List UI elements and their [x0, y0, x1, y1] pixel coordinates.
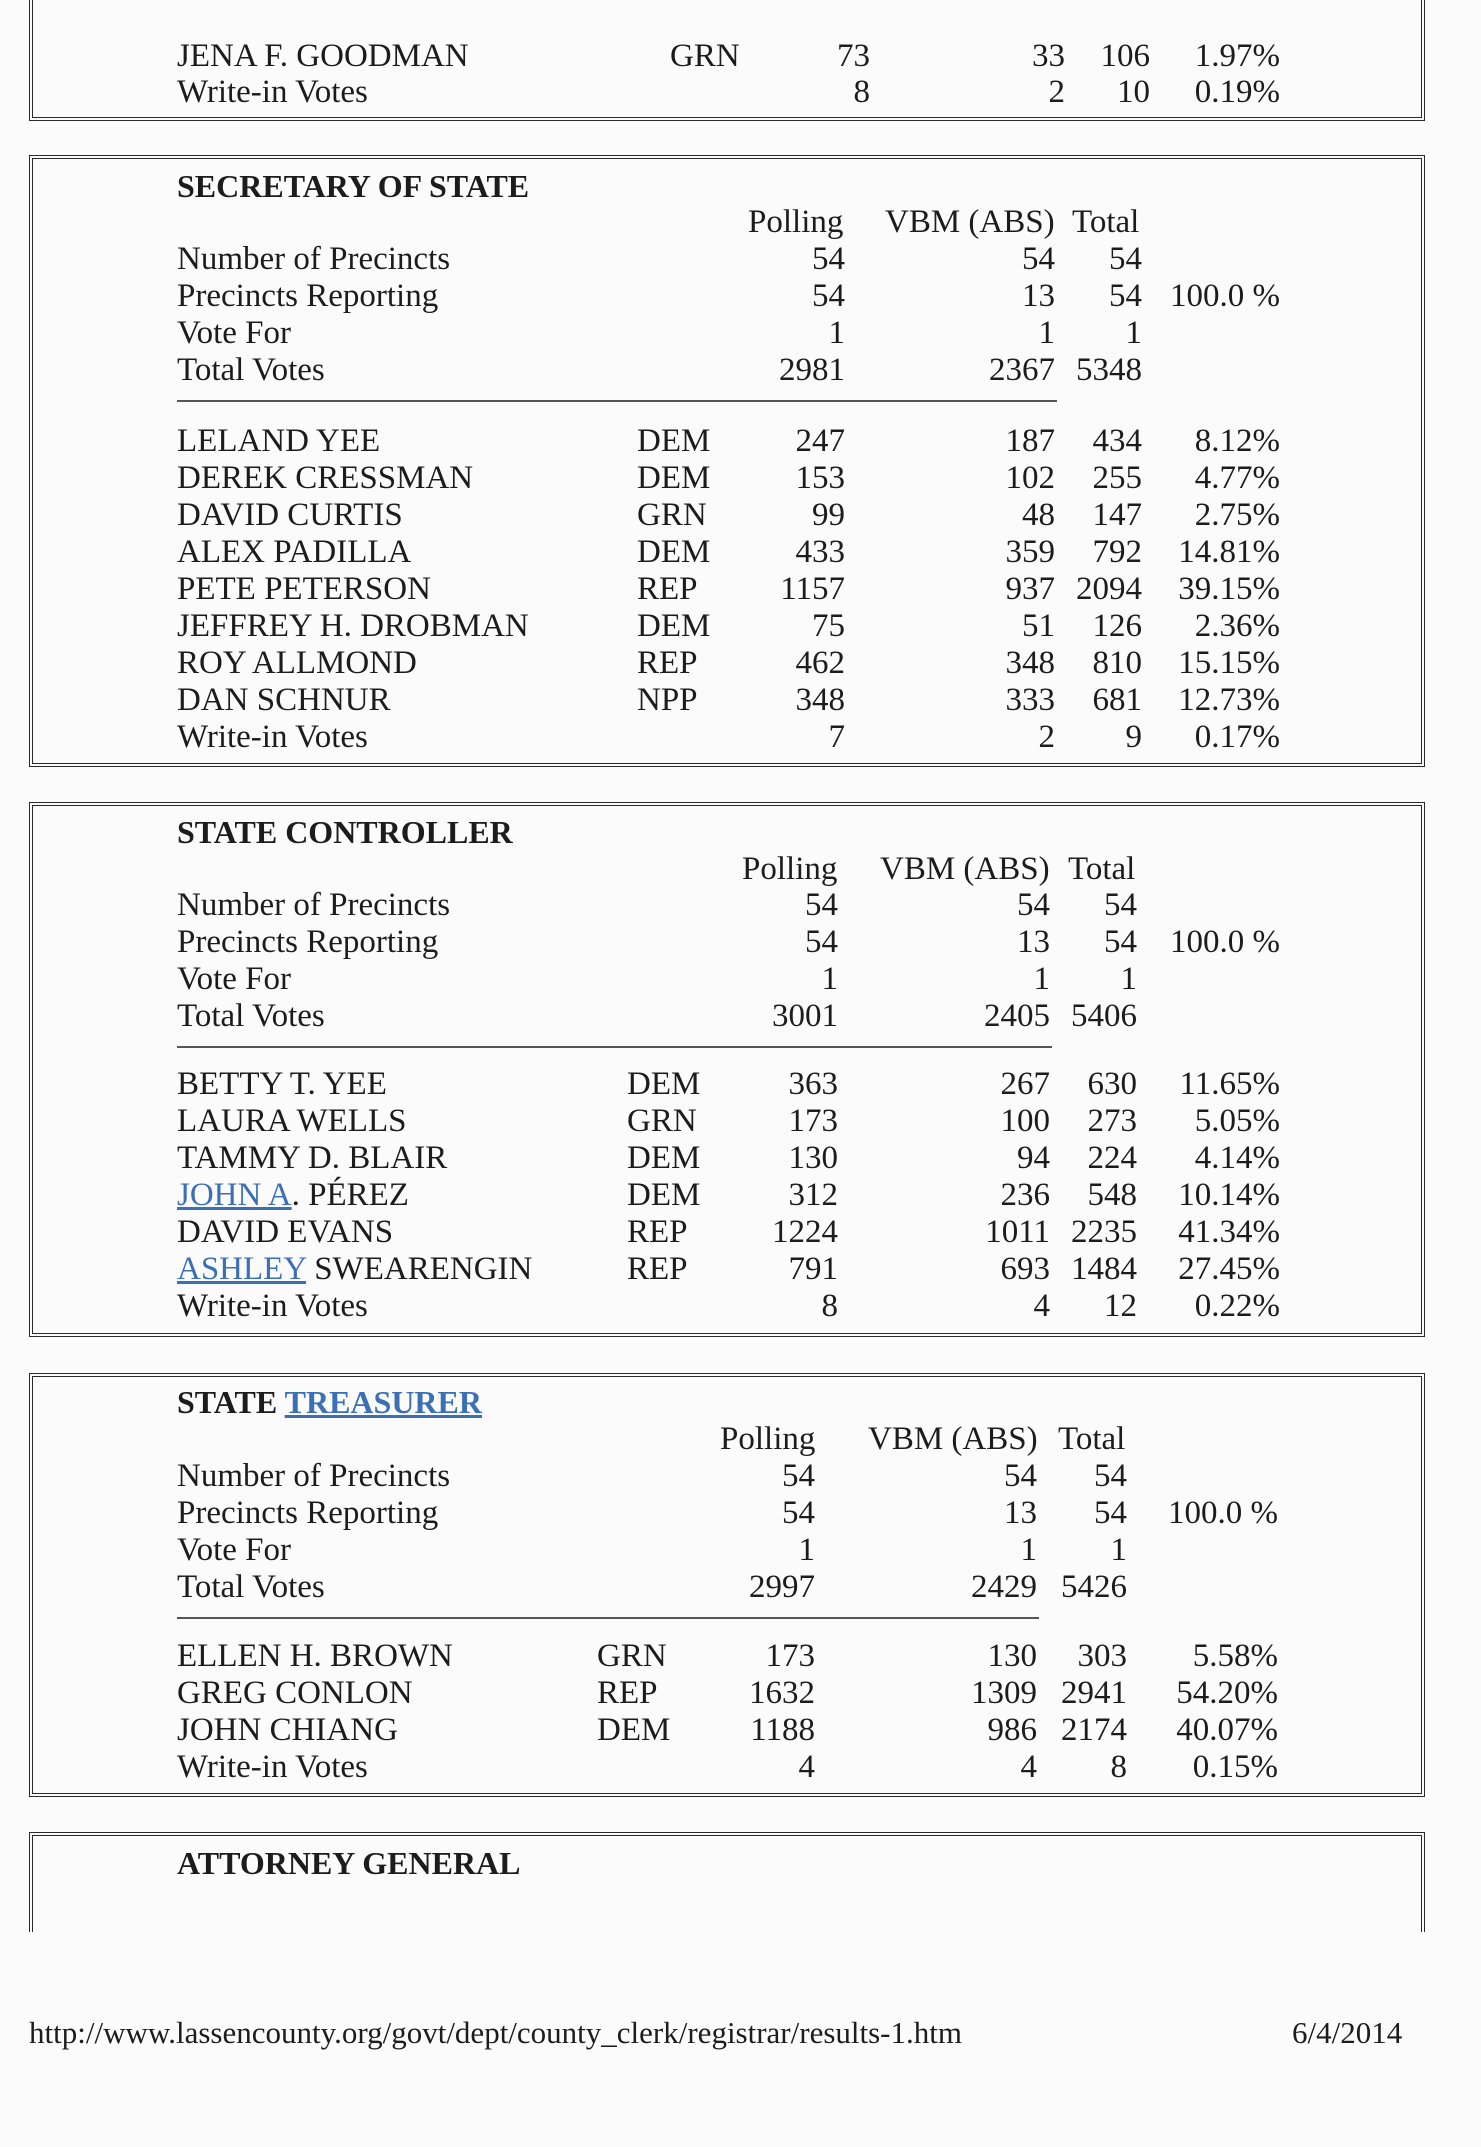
vbm-votes: 1309 [971, 1675, 1037, 1711]
vote-percent: 41.34% [1178, 1214, 1280, 1250]
polling-votes: 363 [788, 1066, 838, 1102]
candidate-name-rest: . PÉREZ [291, 1177, 409, 1213]
candidate-name: Write-in Votes [177, 1288, 368, 1324]
vbm-votes: 986 [987, 1712, 1037, 1748]
total-votes: 630 [1087, 1066, 1137, 1102]
stat-vbm: 13 [1004, 1495, 1037, 1531]
vote-percent: 8.12% [1194, 423, 1280, 459]
total-votes: 273 [1087, 1103, 1137, 1139]
stat-total: 1 [1120, 961, 1137, 997]
total-votes: 2094 [1076, 571, 1142, 607]
stat-total: 54 [1094, 1495, 1127, 1531]
stat-label: Vote For [177, 315, 291, 351]
total-votes: 303 [1077, 1638, 1127, 1674]
header-vbm: VBM (ABS) [880, 851, 1050, 887]
stat-label: Total Votes [177, 998, 325, 1034]
stat-total: 54 [1094, 1458, 1127, 1494]
total-votes: 810 [1092, 645, 1142, 681]
stat-total: 54 [1104, 924, 1137, 960]
stat-polling: 54 [812, 241, 845, 277]
stat-total: 1 [1125, 315, 1142, 351]
candidate-party: DEM [637, 460, 711, 496]
candidate-name: LAURA WELLS [177, 1103, 407, 1139]
vote-percent: 14.81% [1178, 534, 1280, 570]
polling-votes: 8 [853, 74, 870, 110]
polling-votes: 4 [798, 1749, 815, 1785]
polling-votes: 130 [788, 1140, 838, 1176]
vote-percent: 11.65% [1179, 1066, 1280, 1102]
candidate-party: GRN [597, 1638, 667, 1674]
candidate-name: DAVID CURTIS [177, 497, 403, 533]
stat-polling: 54 [812, 278, 845, 314]
stat-polling: 3001 [772, 998, 838, 1034]
stat-label: Total Votes [177, 1569, 325, 1605]
vbm-votes: 100 [1000, 1103, 1050, 1139]
total-votes: 12 [1104, 1288, 1137, 1324]
stat-polling: 54 [782, 1495, 815, 1531]
divider [177, 400, 1057, 402]
stat-total: 5426 [1061, 1569, 1127, 1605]
stat-polling: 1 [821, 961, 838, 997]
candidate-name: DAVID EVANS [177, 1214, 394, 1250]
stat-polling: 1 [828, 315, 845, 351]
vote-percent: 15.15% [1178, 645, 1280, 681]
polling-votes: 8 [821, 1288, 838, 1324]
header-total: Total [1068, 851, 1136, 887]
stat-polling: 2981 [779, 352, 845, 388]
section-title-link[interactable]: TREASURER [284, 1384, 482, 1420]
header-total: Total [1058, 1421, 1126, 1457]
polling-votes: 99 [812, 497, 845, 533]
section-title-text: STATE [177, 1384, 285, 1420]
candidate-name: Write-in Votes [177, 1749, 368, 1785]
vote-percent: 39.15% [1178, 571, 1280, 607]
candidate-name: ALEX PADILLA [177, 534, 412, 570]
vbm-votes: 51 [1022, 608, 1055, 644]
stat-polling: 54 [805, 887, 838, 923]
candidate-party: GRN [670, 38, 740, 74]
candidate-name-rest: SWEARENGIN [305, 1251, 533, 1287]
candidate-party: REP [597, 1675, 658, 1711]
candidate-name-link[interactable]: ASHLEY [177, 1251, 306, 1287]
vote-percent: 2.75% [1194, 497, 1280, 533]
candidate-name: JENA F. GOODMAN [177, 38, 469, 74]
stat-vbm: 54 [1022, 241, 1055, 277]
candidate-name [177, 1179, 409, 1212]
polling-votes: 1632 [749, 1675, 815, 1711]
candidate-name: LELAND YEE [177, 423, 381, 459]
total-votes: 106 [1100, 38, 1150, 74]
stat-vbm: 54 [1004, 1458, 1037, 1494]
candidate-party: NPP [637, 682, 698, 718]
header-polling: Polling [742, 851, 838, 887]
stat-polling: 54 [782, 1458, 815, 1494]
candidate-name: TAMMY D. BLAIR [177, 1140, 448, 1176]
stat-label: Number of Precincts [177, 241, 451, 277]
stat-vbm: 2429 [971, 1569, 1037, 1605]
stat-vbm: 2405 [984, 998, 1050, 1034]
vote-percent: 27.45% [1178, 1251, 1280, 1287]
stat-vbm: 1 [1038, 315, 1055, 351]
polling-votes: 462 [795, 645, 845, 681]
vbm-votes: 693 [1000, 1251, 1050, 1287]
total-votes: 792 [1092, 534, 1142, 570]
vbm-votes: 102 [1005, 460, 1055, 496]
candidate-name: PETE PETERSON [177, 571, 431, 607]
section-title [177, 1386, 482, 1418]
vote-percent: 5.05% [1194, 1103, 1280, 1139]
stat-total: 54 [1109, 278, 1142, 314]
total-votes: 681 [1092, 682, 1142, 718]
candidate-party: GRN [637, 497, 707, 533]
stat-total: 5348 [1076, 352, 1142, 388]
polling-votes: 312 [788, 1177, 838, 1213]
vbm-votes: 937 [1005, 571, 1055, 607]
stat-vbm: 13 [1022, 278, 1055, 314]
candidate-party: REP [637, 571, 698, 607]
candidate-party: DEM [637, 423, 711, 459]
vbm-votes: 236 [1000, 1177, 1050, 1213]
stat-total: 54 [1104, 887, 1137, 923]
section-title: STATE CONTROLLER [177, 814, 513, 850]
candidate-party: GRN [627, 1103, 697, 1139]
candidate-name: DEREK CRESSMAN [177, 460, 474, 496]
vote-percent: 2.36% [1194, 608, 1280, 644]
candidate-party: DEM [627, 1140, 701, 1176]
stat-label: Number of Precincts [177, 1458, 451, 1494]
total-votes: 255 [1092, 460, 1142, 496]
divider [177, 1046, 1052, 1048]
print-date: 6/4/2014 [1292, 2015, 1403, 2050]
vbm-votes: 348 [1005, 645, 1055, 681]
vbm-votes: 267 [1000, 1066, 1050, 1102]
candidate-party: DEM [637, 608, 711, 644]
stat-vbm: 1 [1020, 1532, 1037, 1568]
header-vbm: VBM (ABS) [885, 204, 1055, 240]
stat-label: Precincts Reporting [177, 1495, 439, 1531]
header-polling: Polling [748, 204, 844, 240]
candidate-name: Write-in Votes [177, 719, 368, 755]
total-votes: 8 [1110, 1749, 1127, 1785]
vote-percent: 0.17% [1194, 719, 1280, 755]
polling-votes: 7 [828, 719, 845, 755]
total-votes: 434 [1092, 423, 1142, 459]
stat-vbm: 13 [1017, 924, 1050, 960]
vbm-votes: 1011 [985, 1214, 1050, 1250]
source-url[interactable]: http://www.lassencounty.org/govt/dept/county_clerk/registrar/results-1.htm [29, 2015, 962, 2050]
vbm-votes: 333 [1005, 682, 1055, 718]
vote-percent: 40.07% [1176, 1712, 1278, 1748]
total-votes: 147 [1092, 497, 1142, 533]
candidate-name: JEFFREY H. DROBMAN [177, 608, 529, 644]
candidate-name: ELLEN H. BROWN [177, 1638, 453, 1674]
candidate-party: DEM [627, 1066, 701, 1102]
header-total: Total [1072, 204, 1140, 240]
vbm-votes: 48 [1022, 497, 1055, 533]
stat-vbm: 2367 [989, 352, 1055, 388]
polling-votes: 1224 [772, 1214, 838, 1250]
vote-percent: 54.20% [1176, 1675, 1278, 1711]
polling-votes: 173 [765, 1638, 815, 1674]
stat-label: Precincts Reporting [177, 924, 439, 960]
section-title: SECRETARY OF STATE [177, 168, 530, 204]
candidate-party: REP [637, 645, 698, 681]
candidate-party: DEM [637, 534, 711, 570]
stat-percent: 100.0 % [1168, 1495, 1278, 1531]
polling-votes: 153 [795, 460, 845, 496]
vote-percent: 0.22% [1194, 1288, 1280, 1324]
stat-label: Precincts Reporting [177, 278, 439, 314]
vbm-votes: 187 [1005, 423, 1055, 459]
header-vbm: VBM (ABS) [868, 1421, 1038, 1457]
candidate-name-link[interactable]: JOHN A [177, 1177, 292, 1213]
candidate-name: JOHN CHIANG [177, 1712, 398, 1748]
stat-vbm: 54 [1017, 887, 1050, 923]
total-votes: 1484 [1071, 1251, 1137, 1287]
vbm-votes: 2 [1038, 719, 1055, 755]
vote-percent: 4.77% [1194, 460, 1280, 496]
stat-label: Total Votes [177, 352, 325, 388]
stat-total: 5406 [1071, 998, 1137, 1034]
vote-percent: 10.14% [1178, 1177, 1280, 1213]
total-votes: 2941 [1061, 1675, 1127, 1711]
divider [177, 1617, 1039, 1619]
polling-votes: 173 [788, 1103, 838, 1139]
vote-percent: 0.19% [1194, 74, 1280, 110]
candidate-name: Write-in Votes [177, 74, 368, 110]
vbm-votes: 4 [1033, 1288, 1050, 1324]
vbm-votes: 130 [987, 1638, 1037, 1674]
total-votes: 10 [1117, 74, 1150, 110]
stat-polling: 54 [805, 924, 838, 960]
section-title: ATTORNEY GENERAL [177, 1845, 521, 1881]
vbm-votes: 4 [1020, 1749, 1037, 1785]
candidate-name: BETTY T. YEE [177, 1066, 387, 1102]
candidate-name: DAN SCHNUR [177, 682, 391, 718]
vote-percent: 4.14% [1194, 1140, 1280, 1176]
candidate-party: REP [627, 1214, 688, 1250]
stat-polling: 1 [798, 1532, 815, 1568]
stat-label: Vote For [177, 961, 291, 997]
candidate-party: DEM [597, 1712, 671, 1748]
candidate-party: DEM [627, 1177, 701, 1213]
polling-votes: 1188 [750, 1712, 815, 1748]
vote-percent: 1.97% [1194, 38, 1280, 74]
header-polling: Polling [720, 1421, 816, 1457]
polling-votes: 348 [795, 682, 845, 718]
candidate-name: ROY ALLMOND [177, 645, 417, 681]
total-votes: 548 [1087, 1177, 1137, 1213]
vbm-votes: 94 [1017, 1140, 1050, 1176]
polling-votes: 75 [812, 608, 845, 644]
stat-label: Vote For [177, 1532, 291, 1568]
polling-votes: 791 [788, 1251, 838, 1287]
total-votes: 224 [1087, 1140, 1137, 1176]
total-votes: 126 [1092, 608, 1142, 644]
stat-total: 54 [1109, 241, 1142, 277]
total-votes: 2235 [1071, 1214, 1137, 1250]
polling-votes: 433 [795, 534, 845, 570]
vote-percent: 0.15% [1192, 1749, 1278, 1785]
stat-label: Number of Precincts [177, 887, 451, 923]
stat-total: 1 [1110, 1532, 1127, 1568]
stat-vbm: 1 [1033, 961, 1050, 997]
polling-votes: 73 [837, 38, 870, 74]
vote-percent: 12.73% [1178, 682, 1280, 718]
total-votes: 9 [1125, 719, 1142, 755]
vbm-votes: 2 [1048, 74, 1065, 110]
vbm-votes: 33 [1032, 38, 1065, 74]
total-votes: 2174 [1061, 1712, 1127, 1748]
candidate-party: REP [627, 1251, 688, 1287]
stat-percent: 100.0 % [1170, 924, 1280, 960]
vbm-votes: 359 [1005, 534, 1055, 570]
stat-percent: 100.0 % [1170, 278, 1280, 314]
stat-polling: 2997 [749, 1569, 815, 1605]
polling-votes: 247 [795, 423, 845, 459]
candidate-name: GREG CONLON [177, 1675, 413, 1711]
polling-votes: 1157 [780, 571, 845, 607]
candidate-name [177, 1253, 532, 1286]
vote-percent: 5.58% [1192, 1638, 1278, 1674]
